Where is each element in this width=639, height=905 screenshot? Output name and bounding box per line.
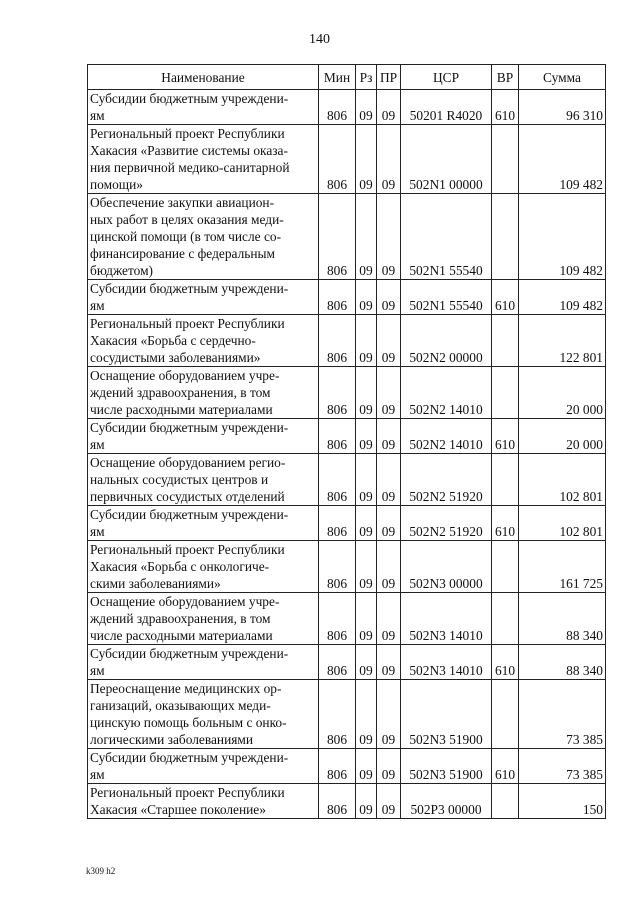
cell-pr: 09: [377, 125, 401, 194]
cell-vr: 610: [492, 419, 519, 454]
cell-min: 806: [319, 90, 356, 125]
table-row: [88, 454, 606, 506]
page-number: 140: [309, 32, 330, 47]
cell-name: Региональный проект Республики Хакасия «Развитие системы оказа- ния первичной медико-санитарной помощи»: [88, 125, 319, 194]
cell-name: Региональный проект Республики Хакасия «Старшее поколение»: [88, 784, 319, 819]
cell-sum: 109 482: [519, 125, 606, 194]
cell-vr: [492, 454, 519, 506]
cell-sum: 73 385: [519, 680, 606, 749]
cell-min: 806: [319, 125, 356, 194]
cell-rz: 09: [356, 506, 377, 541]
cell-name: Субсидии бюджетным учреждени- ям: [88, 419, 319, 454]
cell-csr: 502N2 00000: [401, 315, 492, 367]
cell-sum: 102 801: [519, 454, 606, 506]
cell-min: 806: [319, 280, 356, 315]
cell-sum: 109 482: [519, 280, 606, 315]
cell-vr: 610: [492, 280, 519, 315]
cell-csr: 502N2 51920: [401, 454, 492, 506]
header-sum: Сумма: [519, 65, 606, 90]
cell-csr: 502N1 55540: [401, 280, 492, 315]
cell-name: Региональный проект Республики Хакасия «Борьба с онкологиче- скими заболеваниями»: [88, 541, 319, 593]
cell-rz: 09: [356, 541, 377, 593]
cell-pr: 09: [377, 680, 401, 749]
cell-rz: 09: [356, 315, 377, 367]
table-row: [88, 680, 606, 749]
cell-rz: 09: [356, 749, 377, 784]
cell-min: 806: [319, 315, 356, 367]
table-row: [88, 194, 606, 280]
cell-min: 806: [319, 749, 356, 784]
cell-sum: 122 801: [519, 315, 606, 367]
cell-sum: 161 725: [519, 541, 606, 593]
cell-rz: 09: [356, 367, 377, 419]
cell-name: Оснащение оборудованием учре- ждений здравоохранения, в том числе расходными материалами: [88, 593, 319, 645]
table-row: [88, 90, 606, 125]
cell-sum: 73 385: [519, 749, 606, 784]
table-row: [88, 125, 606, 194]
cell-rz: 09: [356, 593, 377, 645]
cell-min: 806: [319, 367, 356, 419]
cell-pr: 09: [377, 749, 401, 784]
header-pr: ПР: [377, 65, 401, 90]
cell-csr: 502P3 00000: [401, 784, 492, 819]
table-row: [88, 784, 606, 819]
cell-name: Переоснащение медицинских ор- ганизаций, оказывающих меди- цинскую помощь больным с онко- логическими заболеваниями: [88, 680, 319, 749]
cell-vr: [492, 680, 519, 749]
table-row: [88, 280, 606, 315]
cell-pr: 09: [377, 593, 401, 645]
cell-sum: 88 340: [519, 645, 606, 680]
cell-vr: [492, 593, 519, 645]
cell-rz: 09: [356, 125, 377, 194]
cell-pr: 09: [377, 645, 401, 680]
cell-sum: 88 340: [519, 593, 606, 645]
cell-sum: 150: [519, 784, 606, 819]
cell-name: Субсидии бюджетным учреждени- ям: [88, 90, 319, 125]
table-row: [88, 419, 606, 454]
cell-sum: 20 000: [519, 367, 606, 419]
cell-min: 806: [319, 419, 356, 454]
cell-min: 806: [319, 680, 356, 749]
cell-rz: 09: [356, 90, 377, 125]
cell-pr: 09: [377, 367, 401, 419]
cell-pr: 09: [377, 506, 401, 541]
cell-name: Оснащение оборудованием учре- ждений здравоохранения, в том числе расходными материалами: [88, 367, 319, 419]
cell-min: 806: [319, 784, 356, 819]
cell-min: 806: [319, 454, 356, 506]
cell-min: 806: [319, 541, 356, 593]
cell-csr: 50201 R4020: [401, 90, 492, 125]
cell-sum: 20 000: [519, 419, 606, 454]
cell-min: 806: [319, 593, 356, 645]
cell-vr: 610: [492, 90, 519, 125]
cell-vr: [492, 125, 519, 194]
table-row: [88, 367, 606, 419]
cell-rz: 09: [356, 645, 377, 680]
cell-csr: 502N2 14010: [401, 419, 492, 454]
cell-min: 806: [319, 194, 356, 280]
cell-pr: 09: [377, 541, 401, 593]
cell-rz: 09: [356, 280, 377, 315]
cell-rz: 09: [356, 454, 377, 506]
cell-vr: 610: [492, 645, 519, 680]
cell-pr: 09: [377, 90, 401, 125]
table-row: [88, 645, 606, 680]
table-row: [88, 541, 606, 593]
cell-rz: 09: [356, 680, 377, 749]
cell-rz: 09: [356, 784, 377, 819]
header-vr: ВР: [492, 65, 519, 90]
cell-csr: 502N2 51920: [401, 506, 492, 541]
cell-vr: 610: [492, 506, 519, 541]
cell-csr: 502N3 00000: [401, 541, 492, 593]
cell-sum: 109 482: [519, 194, 606, 280]
cell-vr: 610: [492, 749, 519, 784]
cell-name: Обеспечение закупки авиацион- ных работ в целях оказания меди- цинской помощи (в том числе со- финансирование с федеральным бюджетом): [88, 194, 319, 280]
cell-name: Субсидии бюджетным учреждени- ям: [88, 280, 319, 315]
cell-pr: 09: [377, 194, 401, 280]
cell-sum: 96 310: [519, 90, 606, 125]
cell-name: Субсидии бюджетным учреждени- ям: [88, 645, 319, 680]
cell-vr: [492, 367, 519, 419]
cell-name: Региональный проект Республики Хакасия «Борьба с сердечно- сосудистыми заболеваниями»: [88, 315, 319, 367]
table-header-row: [88, 65, 606, 90]
cell-rz: 09: [356, 419, 377, 454]
cell-vr: [492, 194, 519, 280]
header-rz: Рз: [356, 65, 377, 90]
table-row: [88, 593, 606, 645]
cell-csr: 502N1 55540: [401, 194, 492, 280]
cell-vr: [492, 541, 519, 593]
footer-code: k309 h2: [86, 866, 116, 876]
cell-vr: [492, 784, 519, 819]
cell-name: Субсидии бюджетным учреждени- ям: [88, 506, 319, 541]
header-csr: ЦСР: [401, 65, 492, 90]
cell-pr: 09: [377, 454, 401, 506]
cell-min: 806: [319, 506, 356, 541]
cell-csr: 502N3 14010: [401, 593, 492, 645]
cell-pr: 09: [377, 280, 401, 315]
cell-csr: 502N3 51900: [401, 680, 492, 749]
cell-pr: 09: [377, 419, 401, 454]
cell-rz: 09: [356, 194, 377, 280]
cell-csr: 502N3 14010: [401, 645, 492, 680]
table-row: [88, 315, 606, 367]
table-body: [88, 90, 606, 819]
cell-name: Оснащение оборудованием регио- нальных сосудистых центров и первичных сосудистых отделений: [88, 454, 319, 506]
table-row: [88, 506, 606, 541]
cell-csr: 502N1 00000: [401, 125, 492, 194]
cell-vr: [492, 315, 519, 367]
header-name: Наименование: [88, 65, 319, 90]
cell-pr: 09: [377, 784, 401, 819]
cell-pr: 09: [377, 315, 401, 367]
header-min: Мин: [319, 65, 356, 90]
cell-min: 806: [319, 645, 356, 680]
cell-csr: 502N2 14010: [401, 367, 492, 419]
table-row: [88, 749, 606, 784]
cell-name: Субсидии бюджетным учреждени- ям: [88, 749, 319, 784]
cell-csr: 502N3 51900: [401, 749, 492, 784]
budget-table: [87, 64, 606, 819]
cell-sum: 102 801: [519, 506, 606, 541]
